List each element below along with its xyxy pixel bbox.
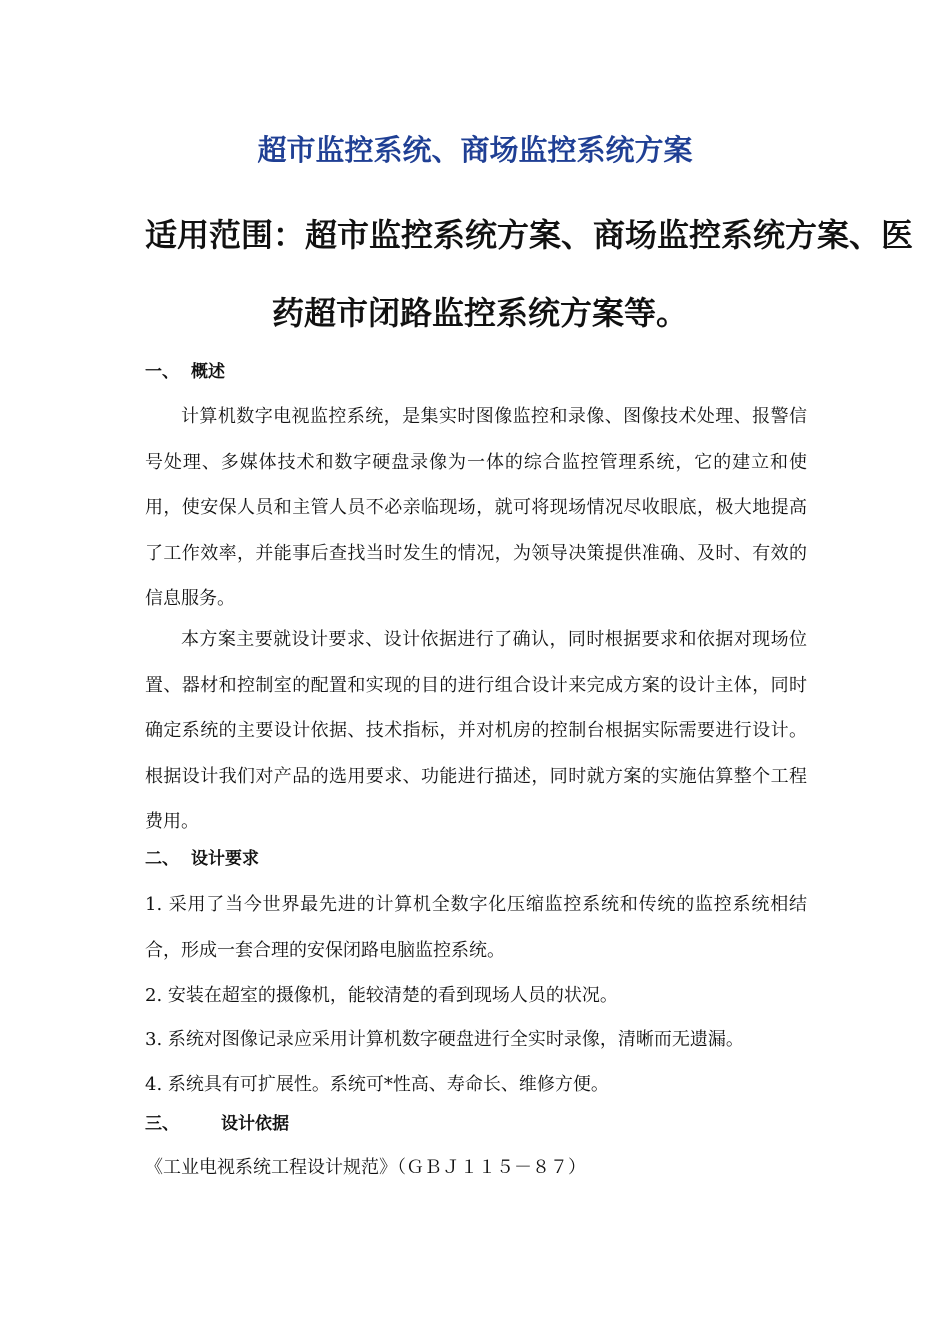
section-heading-overview xyxy=(145,359,225,385)
section-heading-design-basis xyxy=(145,1111,289,1137)
reference-standard: 《工业电视系统工程设计规范》（ＧＢＪ１１５－８７） xyxy=(145,1157,586,1178)
document-title: 超市监控系统、商场监控系统方案 xyxy=(257,133,693,167)
section-number: 三、 xyxy=(145,1114,179,1134)
overview-paragraph-2: 本方案主要就设计要求、设计依据进行了确认，同时根据要求和依据对现场位置、器材和控制室的配置和实现的目的进行组合设计来完成方案的设计主体，同时确定系统的主要设计依据、技术指标，并对机房的控制台根据实际需要进行设计。根据设计我们对产品的选用要求、功能进行描述，同时就方案的实施估算整个工程费用。 xyxy=(145,629,807,833)
section-title: 设计要求 xyxy=(191,849,259,869)
scope-line-1: 适用范围：超市监控系统方案、商场监控系统方案、医 xyxy=(145,216,914,254)
requirement-item-1: 1. 采用了当今世界最先进的计算机全数字化压缩监控系统和传统的监控系统相结合，形成一套合理的安保闭路电脑监控系统。 xyxy=(145,894,807,961)
section-heading-design-requirements xyxy=(145,846,259,872)
requirement-item-3: 3. 系统对图像记录应采用计算机数字硬盘进行全实时录像，清晰而无遗漏。 xyxy=(145,1029,744,1050)
section-number: 二、 xyxy=(145,849,179,869)
requirement-item-2: 2. 安装在超室的摄像机，能较清楚的看到现场人员的状况。 xyxy=(145,985,618,1006)
section-number: 一、 xyxy=(145,362,179,382)
scope-heading xyxy=(145,196,914,352)
overview-paragraph-1: 计算机数字电视监控系统，是集实时图像监控和录像、图像技术处理、报警信号处理、多媒体技术和数字硬盘录像为一体的综合监控管理系统，它的建立和使用，使安保人员和主管人员不必亲临现场，就可将现场情况尽收眼底，极大地提高了工作效率，并能事后查找当时发生的情况，为领导决策提供准确、及时、有效的信息服务。 xyxy=(145,406,807,610)
section-title: 概述 xyxy=(191,362,225,382)
section-title: 设计依据 xyxy=(221,1114,289,1134)
requirement-item-4: 4. 系统具有可扩展性。系统可*性高、寿命长、维修方便。 xyxy=(145,1074,609,1095)
scope-line-2: 药超市闭路监控系统方案等。 xyxy=(271,294,688,332)
